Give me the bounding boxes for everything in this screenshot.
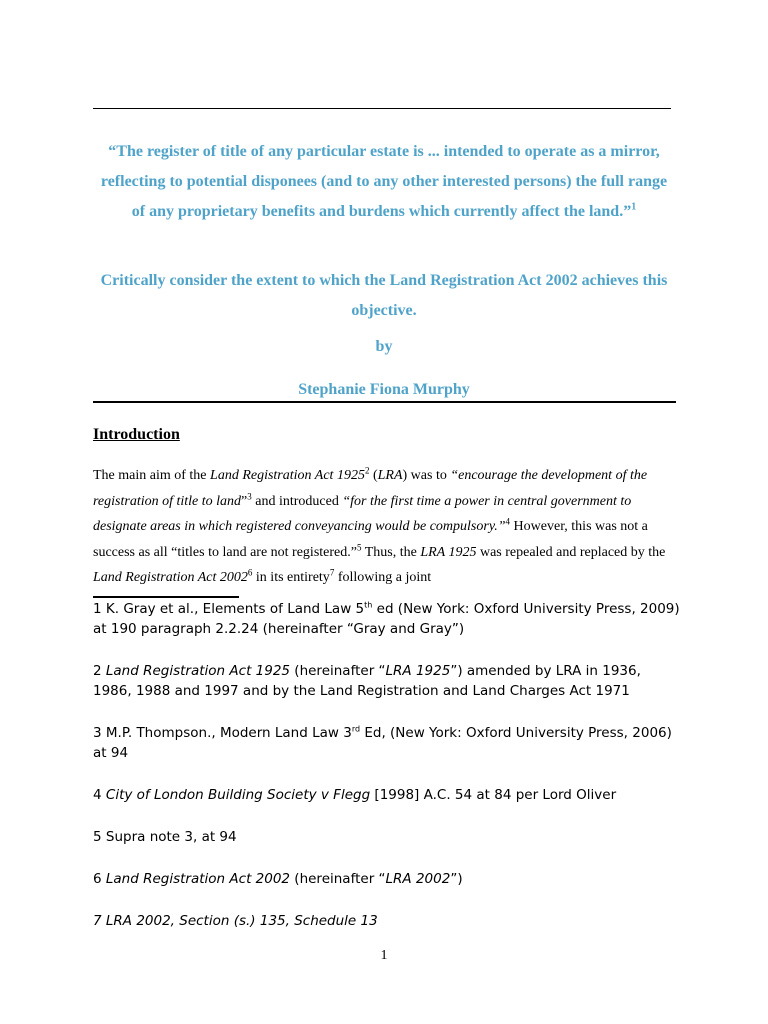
footnote-ref[interactable]: 3 <box>247 490 252 501</box>
section-heading: Introduction <box>93 426 180 443</box>
title-rule <box>93 108 671 109</box>
footnote-7: 7 LRA 2002, Section (s.) 135, Schedule 13 <box>93 913 378 929</box>
footnotes <box>93 599 683 953</box>
footnote-3: 3 M.P. Thompson., Modern Land Law 3rd Ed, (New York: Oxford University Press, 2006) at 94 <box>93 724 672 761</box>
essay-question: Critically consider the extent to which the Land Registration Act 2002 achieves this objective. <box>100 272 668 319</box>
by-line: by <box>375 338 393 355</box>
title-quote: “The register of title of any particular estate is ... intended to operate as a mirror, reflecting to potential disponees (and to any other interested persons) the full range of any proprietary benefits and burdens which currently affect the land.”$^1$ <box>100 143 668 220</box>
footnote-1: 1 K. Gray et al., Elements of Land Law 5th ed (New York: Oxford University Press, 2009) at 190 paragraph 2.2.24 (hereinafter “Gray and Gray”) <box>93 600 680 637</box>
footnote-ref[interactable]: 7 <box>329 567 335 578</box>
footnote-5: 5 Supra note 3, at 94 <box>93 829 237 845</box>
body-paragraph: The main aim of the Land Registration Act 1925$^2$ (LRA) was to “encourage the development of the registration of title to land”$^3$ and introduced “for the first time a power in central government to designate areas in which registered conveyancing would be compulsory.”$^4$ However, this was not a success as all “titles to land are not registered.”$^5$ Thus, the LRA 1925 was repealed and replaced by the Land Registration Act 2002$^6$ in its entirety$^7$ following a joint <box>93 465 666 585</box>
footnote-2: 2 Land Registration Act 1925 (hereinafter “LRA 1925”) amended by LRA in 1936, 1986, 1988 and 1997 and by the Land Registration and Land Charges Act 1971 <box>93 663 641 699</box>
footnote-separator <box>93 596 239 598</box>
footnote-ref[interactable]: 5 <box>356 541 362 552</box>
author-name: Stephanie Fiona Murphy <box>298 381 470 398</box>
footnote-4: 4 City of London Building Society v Flegg [1998] A.C. 54 at 84 per Lord Oliver <box>93 787 617 803</box>
footnote-ref[interactable]: 6 <box>247 567 253 578</box>
page-number: 1 <box>380 948 388 963</box>
footnote-ref[interactable]: 4 <box>505 516 511 527</box>
footnote-ref[interactable]: 2 <box>364 465 370 476</box>
footnote-ref[interactable]: 1 <box>631 201 637 213</box>
author-rule <box>93 401 676 403</box>
footnote-6: 6 Land Registration Act 2002 (hereinafter “LRA 2002”) <box>93 871 463 887</box>
